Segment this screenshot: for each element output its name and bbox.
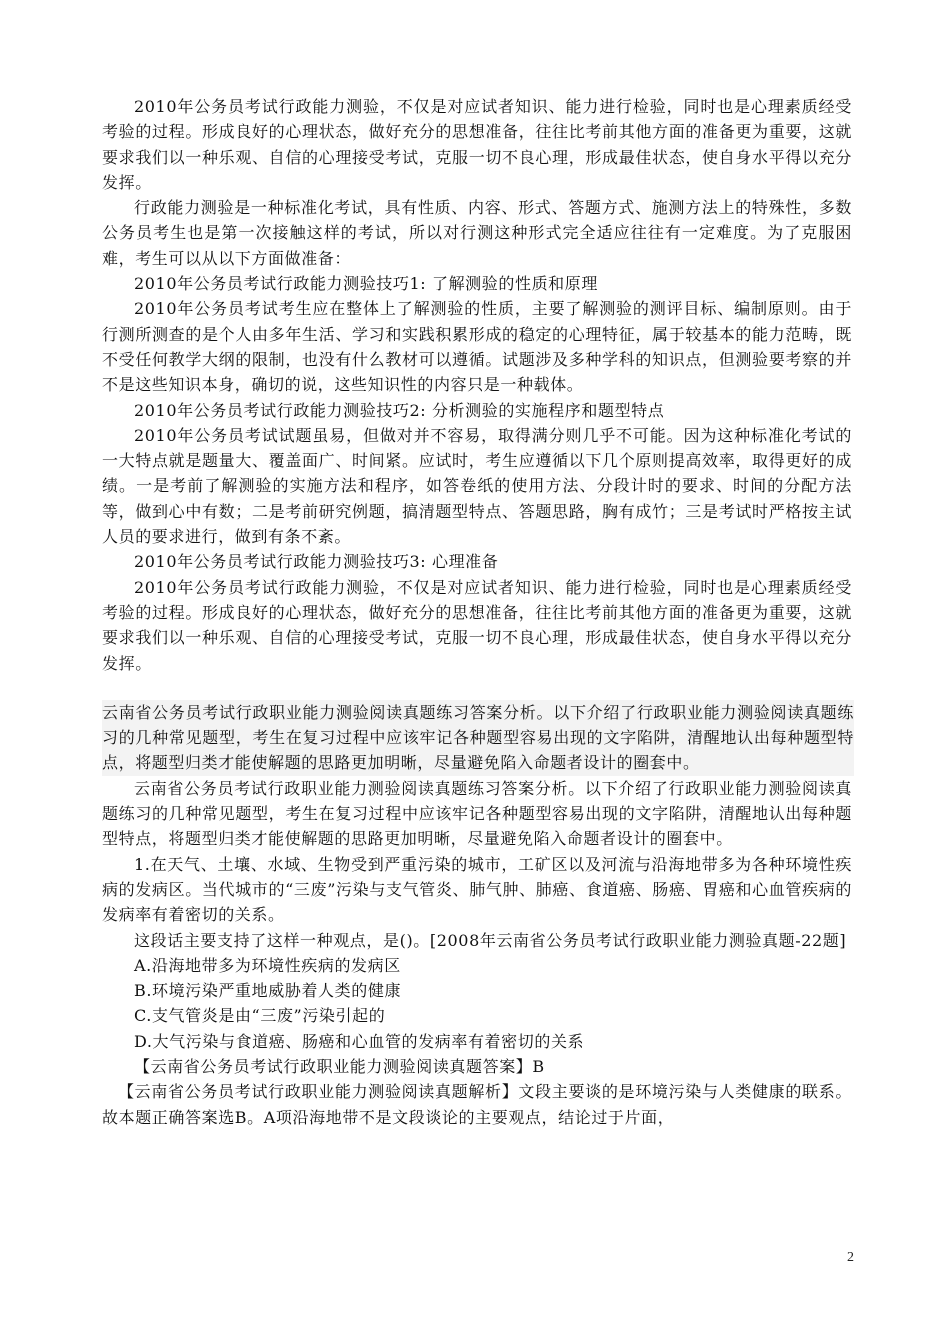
paragraph: 2010年公务员考试行政能力测验，不仅是对应试者知识、能力进行检验，同时也是心理素质经受考验的过程。形成良好的心理状态，做好充分的思想准备，往往比考前其他方面的准备更为重要，这就要求我们以一种乐观、自信的心理接受考试，克服一切不良心理，形成最佳状态，使自身水平得以充分发挥。 — [102, 97, 852, 192]
option-b: B.环境污染严重地威胁着人类的健康 — [134, 981, 402, 1001]
document-body — [102, 94, 852, 1130]
question-prompt: 这段话主要支持了这样一种观点，是()。[2008年云南省公务员考试行政职业能力测验真题-22题] — [134, 930, 847, 950]
paragraph: 行政能力测验是一种标准化考试，具有性质、内容、形式、答题方式、施测方法上的特殊性，多数公务员考生也是第一次接触这样的考试，所以对行测这种形式完全适应往往有一定难度。为了克服困难，考生可以从以下方面做准备： — [102, 198, 852, 268]
section-heading: 2010年公务员考试行政能力测验技巧3: 心理准备 — [134, 552, 499, 572]
option-d: D.大气污染与食道癌、肠癌和心血管的发病率有着密切的关系 — [134, 1031, 585, 1051]
analysis-paragraph: 【云南省公务员考试行政职业能力测验阅读真题解析】文段主要谈的是环境污染与人类健康的联系。故本题正确答案选B。A项沿海地带不是文段谈论的主要观点，结论过于片面， — [102, 1082, 852, 1127]
paragraph: 2010年公务员考试行政能力测验，不仅是对应试者知识、能力进行检验，同时也是心理素质经受考验的过程。形成良好的心理状态，做好充分的思想准备，往往比考前其他方面的准备更为重要，这就要求我们以一种乐观、自信的心理接受考试，克服一切不良心理，形成最佳状态，使自身水平得以充分发挥。 — [102, 577, 852, 673]
section-heading: 2010年公务员考试行政能力测验技巧2: 分析测验的实施程序和题型特点 — [134, 400, 665, 420]
page-number: 2 — [847, 1250, 854, 1265]
spacer — [102, 676, 852, 700]
shaded-intro-paragraph: 云南省公务员考试行政职业能力测验阅读真题练习答案分析。以下介绍了行政职业能力测验阅读真题练习的几种常见题型，考生在复习过程中应该牢记各种题型容易出现的文字陷阱，清醒地认出每种题型特点，将题型归类才能使解题的思路更加明晰，尽量避免陷入命题者设计的圈套中。 — [102, 700, 854, 776]
question-text: 1.在天气、土壤、水域、生物受到严重污染的城市，工矿区以及河流与沿海地带多为各种环境性疾病的发病区。当代城市的“三废”污染与支气管炎、肺气肿、肺癌、食道癌、肠癌、胃癌和心血管疾病的发病率有着密切的关系。 — [102, 854, 852, 925]
paragraph: 2010年公务员考试考生应在整体上了解测验的性质，主要了解测验的测评目标、编制原则。由于行测所测查的是个人由多年生活、学习和实践积累形成的稳定的心理特征，属于较基本的能力范畴，既不受任何教学大纲的限制，也没有什么教材可以遵循。试题涉及多种学科的知识点，但测验要考察的并不是这些知识本身，确切的说，这些知识性的内容只是一种载体。 — [102, 299, 852, 395]
option-a: A.沿海地带多为环境性疾病的发病区 — [134, 955, 401, 975]
answer-line: 【云南省公务员考试行政职业能力测验阅读真题答案】B — [134, 1056, 545, 1076]
intro-paragraph: 云南省公务员考试行政职业能力测验阅读真题练习答案分析。以下介绍了行政职业能力测验阅读真题练习的几种常见题型，考生在复习过程中应该牢记各种题型容易出现的文字陷阱，清醒地认出每种题型特点，将题型归类才能使解题的思路更加明晰，尽量避免陷入命题者设计的圈套中。 — [102, 778, 852, 849]
section-heading: 2010年公务员考试行政能力测验技巧1: 了解测验的性质和原理 — [134, 274, 598, 294]
paragraph: 2010年公务员考试试题虽易，但做对并不容易，取得满分则几乎不可能。因为这种标准化考试的一大特点就是题量大、覆盖面广、时间紧。应试时，考生应遵循以下几个原则提高效率，取得更好的成绩。一是考前了解测验的实施方法和程序，如答卷纸的使用方法、分段计时的要求、时间的分配方法等，做到心中有数；二是考前研究例题，搞清题型特点、答题思路，胸有成竹；三是考试时严格按主试人员的要求进行，做到有条不紊。 — [102, 425, 852, 547]
option-c: C.支气管炎是由“三废”污染引起的 — [134, 1006, 386, 1026]
